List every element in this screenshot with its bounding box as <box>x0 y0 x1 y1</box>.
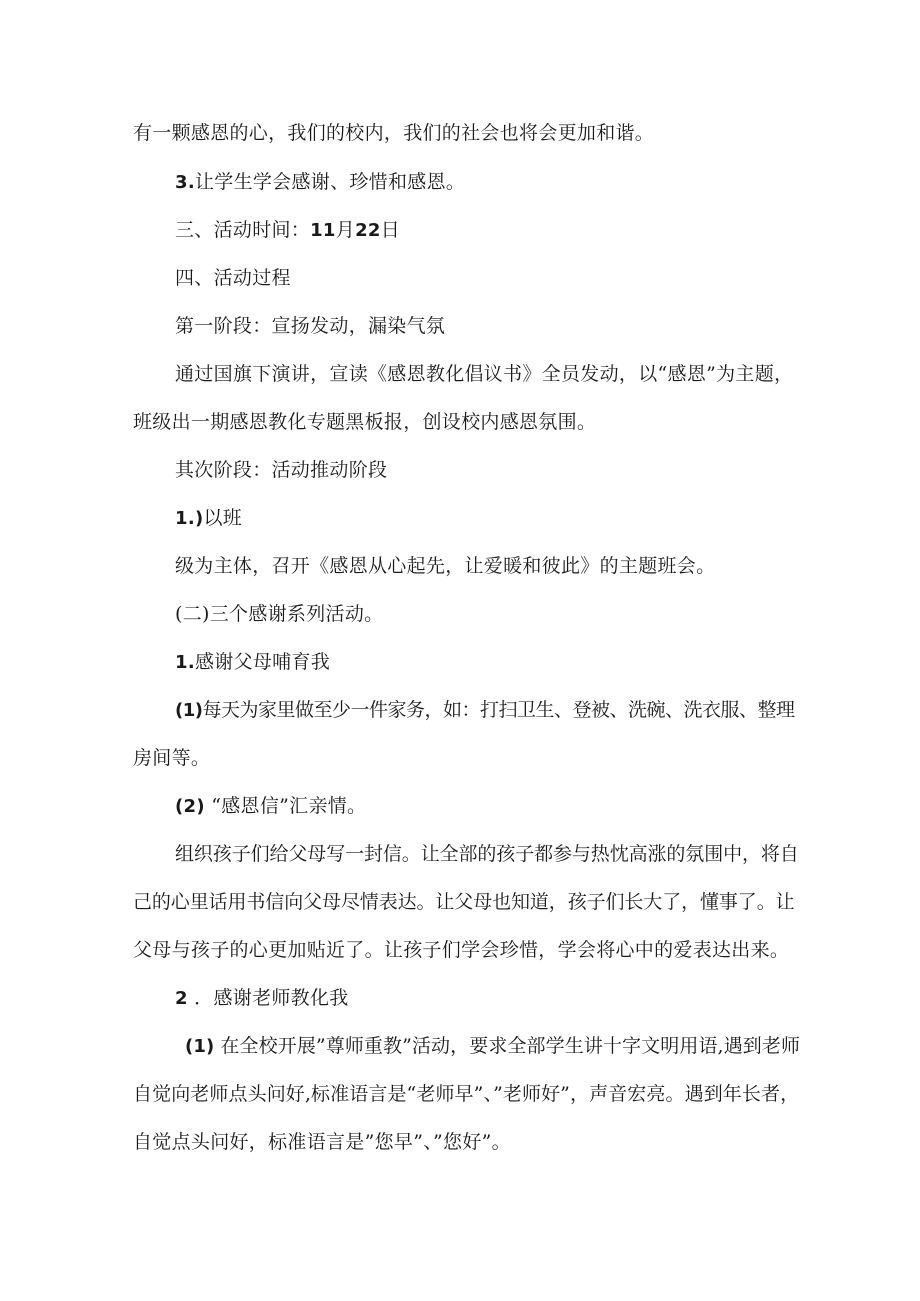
stage-heading-1 <box>175 314 445 338</box>
text: 月 <box>335 219 356 241</box>
text: ．感谢老师教化我 <box>194 987 349 1009</box>
paragraph-line <box>133 1082 799 1106</box>
text: 日 <box>380 219 401 241</box>
item-number: (1) <box>175 700 203 721</box>
paragraph-line <box>133 1130 511 1154</box>
item-number: (2) <box>175 796 205 817</box>
text: 通过国旗下演讲，宣读《感恩教化倡议书》全员发动，以“感恩”为主题， <box>175 363 794 385</box>
paragraph-line <box>175 362 793 386</box>
text: 在全校开展”尊师重教”活动，要求全部学生讲十字文明用语,遇到老师 <box>220 1035 801 1057</box>
text: 自觉点头问好，标准语言是”您早”、”您好”。 <box>133 1131 511 1153</box>
text: (二)三个感谢系列活动。 <box>175 603 384 625</box>
section-heading-process <box>175 266 291 290</box>
item-number: 1. <box>175 652 195 673</box>
paragraph-line <box>133 121 654 145</box>
text: 房间等。 <box>133 747 211 769</box>
text: 级为主体，召开《感恩从心起先，让爱暖和彼此》的主题班会。 <box>175 555 716 577</box>
text: 组织孩子们给父母写一封信。让全部的孩子都参与热忱高涨的氛围中，将自 <box>175 843 799 865</box>
text: 班级出一期感恩教化专题黑板报，创设校内感恩氛围。 <box>133 411 597 433</box>
item-number: 1.) <box>175 508 204 529</box>
text: 第一阶段：宣扬发动，漏染气氛 <box>175 315 446 337</box>
list-item-sub-1 <box>175 698 795 723</box>
paragraph-line <box>133 410 596 434</box>
text: 其次阶段：活动推动阶段 <box>175 459 388 481</box>
text: 三、活动时间： <box>175 219 311 241</box>
month-number: 11 <box>310 220 336 241</box>
item-number: (1) <box>185 1036 215 1057</box>
list-item-1 <box>175 650 330 675</box>
subsection-heading <box>175 602 383 626</box>
day-number: 22 <box>355 220 381 241</box>
stage-heading-2 <box>175 458 387 482</box>
list-item-sub-2 <box>175 794 366 819</box>
text: 己的心里话用书信向父母尽情表达。让父母也知道，孩子们长大了，懂事了。让 <box>133 891 795 913</box>
text: 自觉向老师点头问好,标准语言是“老师早”、”老师好”，声音宏亮。遇到年长者， <box>133 1083 800 1105</box>
text: 父母与孩子的心更加贴近了。让孩子们学会珍惜，学会将心中的爱表达出来。 <box>133 939 790 961</box>
list-item-3 <box>175 170 465 195</box>
section-heading-time <box>175 218 400 243</box>
paragraph-line <box>133 890 795 914</box>
paragraph-line <box>175 554 715 578</box>
list-item-2 <box>175 986 349 1011</box>
text: 以班 <box>203 507 243 529</box>
text: 四、活动过程 <box>175 267 291 289</box>
list-item-1 <box>175 506 242 531</box>
text: 让学生学会感谢、珍惜和感恩。 <box>194 171 466 193</box>
list-item-sub-1 <box>185 1034 800 1059</box>
text: 有一颗感恩的心，我们的校内，我们的社会也将会更加和谐。 <box>133 122 655 144</box>
paragraph-line <box>133 746 210 770</box>
text: “感恩信”汇亲情。 <box>211 795 367 817</box>
paragraph-line <box>175 842 799 866</box>
item-number: 3. <box>175 172 195 193</box>
text: 每天为家里做至少一件家务，如：打扫卫生、登被、洗碗、洗衣服、整理 <box>202 699 795 721</box>
paragraph-line <box>133 938 789 962</box>
item-number: 2 <box>175 988 188 1009</box>
text: 感谢父母哺育我 <box>194 651 331 673</box>
